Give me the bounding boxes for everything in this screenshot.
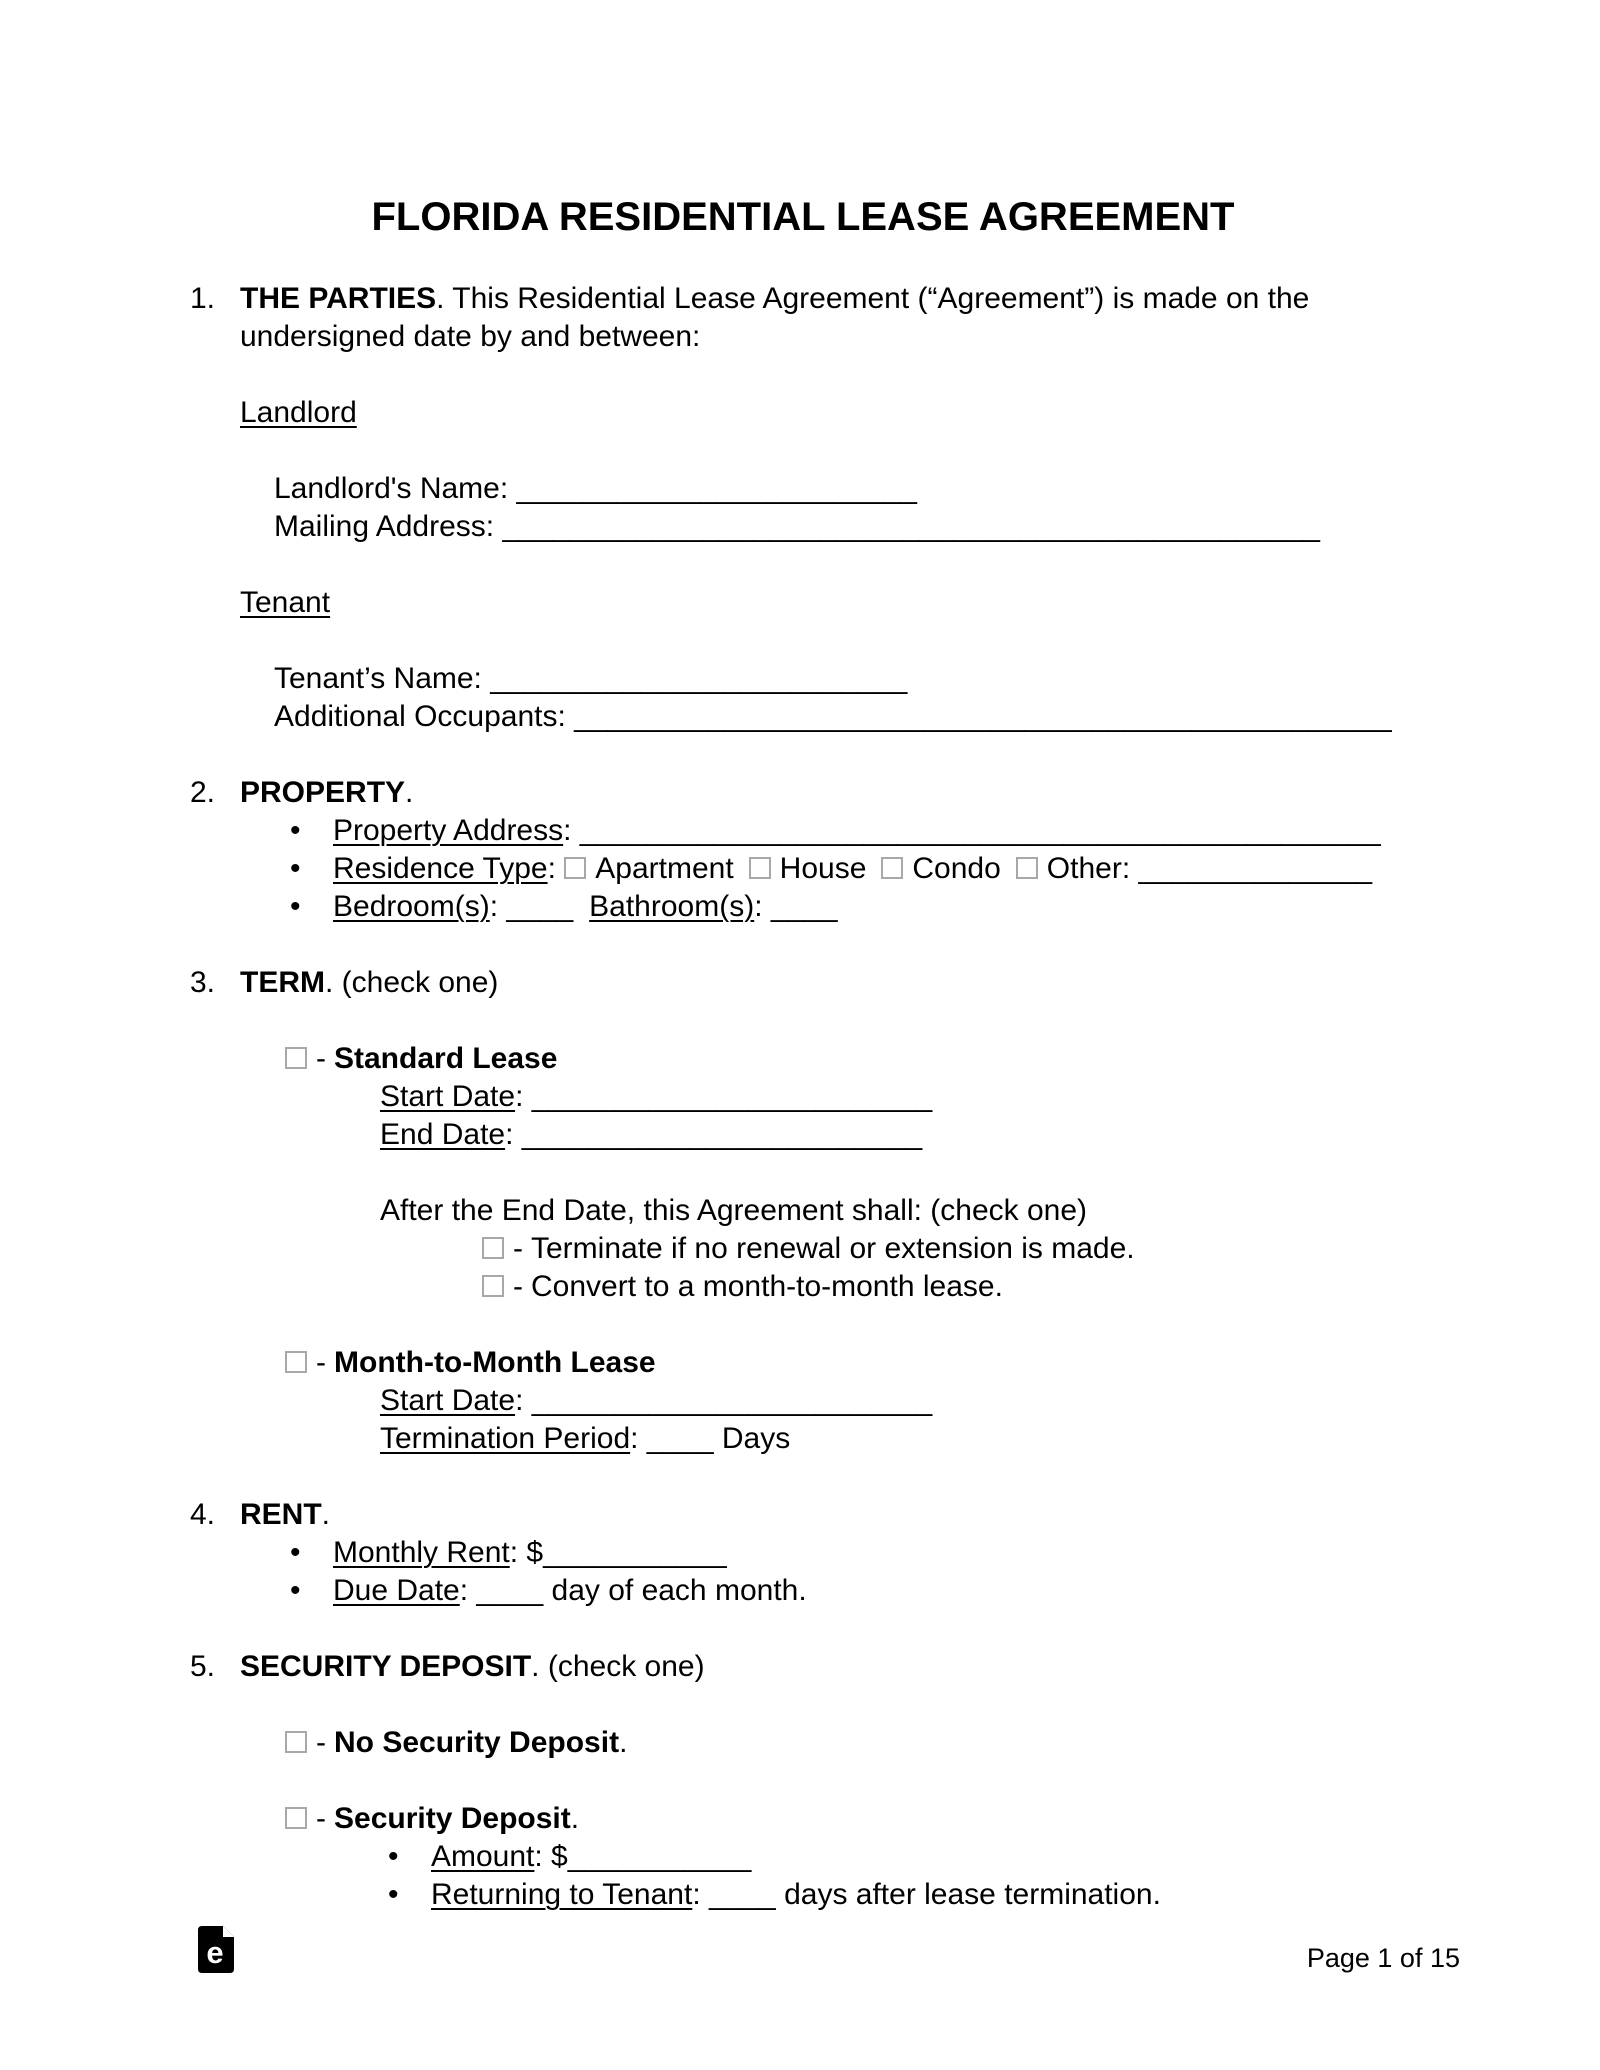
convert-label: Convert to a month-to-month lease. — [531, 1270, 1003, 1303]
tenant-heading-row — [240, 584, 1460, 622]
standard-start-date-label: Start Date — [380, 1080, 516, 1113]
termination-period-row — [380, 1420, 1460, 1458]
page-number: Page 1 of 15 — [1306, 1943, 1460, 1973]
m2m-start-date-blank[interactable]: ________________________ — [531, 1384, 933, 1417]
security-deposit-label: Security Deposit — [334, 1802, 571, 1835]
bullet-icon: • — [388, 1878, 399, 1911]
apartment-checkbox-icon[interactable] — [564, 857, 586, 879]
section-property-text — [240, 774, 1460, 812]
tenant-name-row — [274, 660, 1460, 698]
section-parties-heading — [190, 280, 1460, 356]
section-rent-text — [240, 1496, 1460, 1534]
section-deposit-title: SECURITY DEPOSIT — [240, 1650, 532, 1683]
amount-blank[interactable]: ___________ — [567, 1840, 752, 1873]
no-security-deposit-checkbox-icon[interactable] — [285, 1731, 307, 1753]
due-date-sep: : — [459, 1574, 477, 1607]
bullet-icon: • — [290, 890, 301, 923]
standard-start-date-row — [380, 1078, 1460, 1116]
section-rent-number: 4. — [190, 1498, 216, 1531]
returning-suffix: days after lease termination. — [775, 1878, 1161, 1911]
month-to-month-option — [285, 1344, 1460, 1382]
termination-period-blank[interactable]: ____ — [646, 1422, 714, 1455]
section-deposit-heading — [190, 1648, 1460, 1686]
month-to-month-dash: - — [316, 1346, 326, 1379]
residence-type-item — [290, 850, 1460, 888]
section-deposit-number: 5. — [190, 1650, 216, 1683]
returning-sep: : — [692, 1878, 709, 1911]
other-option-label: Other: — [1046, 852, 1131, 885]
m2m-start-date-sep: : — [515, 1384, 532, 1417]
logo-letter: e — [206, 1935, 224, 1970]
landlord-address-label: Mailing Address: — [274, 510, 495, 543]
security-deposit-option — [285, 1800, 1460, 1838]
convert-option — [482, 1268, 1460, 1306]
landlord-address-row — [274, 508, 1460, 546]
landlord-name-blank[interactable]: ________________________ — [508, 472, 917, 505]
terminate-checkbox-icon[interactable] — [482, 1237, 504, 1259]
standard-start-date-blank[interactable]: ________________________ — [531, 1080, 933, 1113]
section-parties-intro: . This Residential Lease Agreement (“Agreement”) is made on the undersigned date by and between: — [240, 282, 1310, 353]
section-property-title: PROPERTY — [240, 776, 406, 809]
termination-period-sep: : — [630, 1422, 647, 1455]
landlord-name-label: Landlord's Name: — [274, 472, 509, 505]
rooms-item — [290, 888, 1460, 926]
bullet-icon: • — [388, 1840, 399, 1873]
no-security-deposit-label: No Security Deposit — [334, 1726, 620, 1759]
amount-label: Amount — [431, 1840, 535, 1873]
standard-lease-option — [285, 1040, 1460, 1078]
other-blank[interactable]: ______________ — [1130, 852, 1373, 885]
residence-type-sep: : — [547, 852, 565, 885]
terminate-label: Terminate if no renewal or extension is made. — [531, 1232, 1135, 1265]
due-date-blank[interactable]: ____ — [476, 1574, 544, 1607]
termination-period-label: Termination Period — [380, 1422, 631, 1455]
section-deposit-intro: . (check one) — [531, 1650, 705, 1683]
no-security-deposit-dash: - — [316, 1726, 326, 1759]
tenant-name-blank[interactable]: _________________________ — [481, 662, 908, 695]
section-term-text — [240, 964, 1460, 1002]
section-property-number: 2. — [190, 776, 216, 809]
eforms-logo — [198, 1926, 234, 1973]
section-rent-title: RENT — [240, 1498, 322, 1531]
m2m-start-date-row — [380, 1382, 1460, 1420]
terminate-dash: - — [513, 1232, 523, 1265]
terminate-option — [482, 1230, 1460, 1268]
due-date-label: Due Date — [333, 1574, 460, 1607]
after-end-date-text: After the End Date, this Agreement shall: (check one) — [380, 1194, 1088, 1227]
no-security-deposit-option — [285, 1724, 1460, 1762]
landlord-heading-row — [240, 394, 1460, 432]
section-property-intro: . — [405, 776, 414, 809]
section-parties-number: 1. — [190, 282, 216, 315]
property-address-blank[interactable]: ________________________________________________ — [579, 814, 1381, 847]
section-rent-heading — [190, 1496, 1460, 1534]
bullet-icon: • — [290, 1574, 301, 1607]
standard-start-date-sep: : — [515, 1080, 532, 1113]
property-address-sep: : — [563, 814, 580, 847]
additional-occupants-label: Additional Occupants: — [274, 700, 566, 733]
standard-end-date-label: End Date — [380, 1118, 506, 1151]
no-security-deposit-suffix: . — [619, 1726, 628, 1759]
bullet-icon: • — [290, 814, 301, 847]
bedrooms-label: Bedroom(s) — [333, 890, 490, 923]
landlord-heading: Landlord — [240, 396, 357, 429]
standard-end-date-row — [380, 1116, 1460, 1154]
page-title: FLORIDA RESIDENTIAL LEASE AGREEMENT — [371, 195, 1235, 239]
due-date-suffix: day of each month. — [543, 1574, 807, 1607]
bedrooms-blank[interactable]: ____ — [506, 890, 574, 923]
property-address-label: Property Address — [333, 814, 564, 847]
convert-dash: - — [513, 1270, 523, 1303]
section-term-number: 3. — [190, 966, 216, 999]
security-deposit-checkbox-icon[interactable] — [285, 1807, 307, 1829]
condo-option-label: Condo — [912, 852, 1001, 885]
tenant-name-label: Tenant’s Name: — [274, 662, 482, 695]
section-term-heading — [190, 964, 1460, 1002]
after-end-date-row — [380, 1192, 1460, 1230]
other-checkbox-icon[interactable] — [1016, 857, 1038, 879]
monthly-rent-blank[interactable]: ___________ — [543, 1536, 727, 1569]
standard-lease-dash: - — [316, 1042, 326, 1075]
section-deposit-text — [240, 1648, 1460, 1686]
standard-end-date-sep: : — [505, 1118, 522, 1151]
security-deposit-dash: - — [316, 1802, 326, 1835]
standard-lease-label: Standard Lease — [334, 1042, 558, 1075]
section-parties-text — [240, 280, 1460, 356]
monthly-rent-label: Monthly Rent — [333, 1536, 510, 1569]
section-term-intro: . (check one) — [325, 966, 499, 999]
monthly-rent-sep: : $ — [509, 1536, 544, 1569]
month-to-month-checkbox-icon[interactable] — [285, 1351, 307, 1373]
returning-label: Returning to Tenant — [431, 1878, 693, 1911]
bathrooms-sep: : — [754, 890, 771, 923]
section-rent-intro: . — [321, 1498, 331, 1531]
bathrooms-blank[interactable]: ____ — [770, 890, 838, 923]
landlord-name-row — [274, 470, 1460, 508]
condo-checkbox-icon[interactable] — [881, 857, 903, 879]
due-date-item — [290, 1572, 1460, 1610]
landlord-address-blank[interactable]: _________________________________________________ — [494, 510, 1320, 543]
convert-checkbox-icon[interactable] — [482, 1275, 504, 1297]
monthly-rent-item — [290, 1534, 1460, 1572]
additional-occupants-blank[interactable]: _________________________________________________ — [565, 700, 1392, 733]
property-address-item — [290, 812, 1460, 850]
residence-type-label: Residence Type — [333, 852, 548, 885]
section-parties-title: THE PARTIES — [240, 282, 437, 315]
security-deposit-suffix: . — [570, 1802, 580, 1835]
section-property-heading — [190, 774, 1460, 812]
bathrooms-label: Bathroom(s) — [589, 890, 755, 923]
section-term-title: TERM — [240, 966, 325, 999]
bullet-icon: • — [290, 852, 301, 885]
standard-lease-checkbox-icon[interactable] — [285, 1047, 307, 1069]
house-checkbox-icon[interactable] — [749, 857, 771, 879]
apartment-option-label: Apartment — [595, 852, 734, 885]
additional-occupants-row — [274, 698, 1460, 736]
m2m-start-date-label: Start Date — [380, 1384, 516, 1417]
termination-period-suffix: Days — [713, 1422, 791, 1455]
standard-end-date-blank[interactable]: ________________________ — [521, 1118, 923, 1151]
bedrooms-sep: : — [489, 890, 507, 923]
house-option-label: House — [779, 852, 867, 885]
returning-blank[interactable]: ____ — [708, 1878, 776, 1911]
month-to-month-label: Month-to-Month Lease — [334, 1346, 656, 1379]
amount-item — [388, 1838, 1460, 1876]
bullet-icon: • — [290, 1536, 301, 1569]
amount-sep: : $ — [534, 1840, 568, 1873]
returning-item — [388, 1876, 1460, 1914]
tenant-heading: Tenant — [240, 586, 331, 619]
